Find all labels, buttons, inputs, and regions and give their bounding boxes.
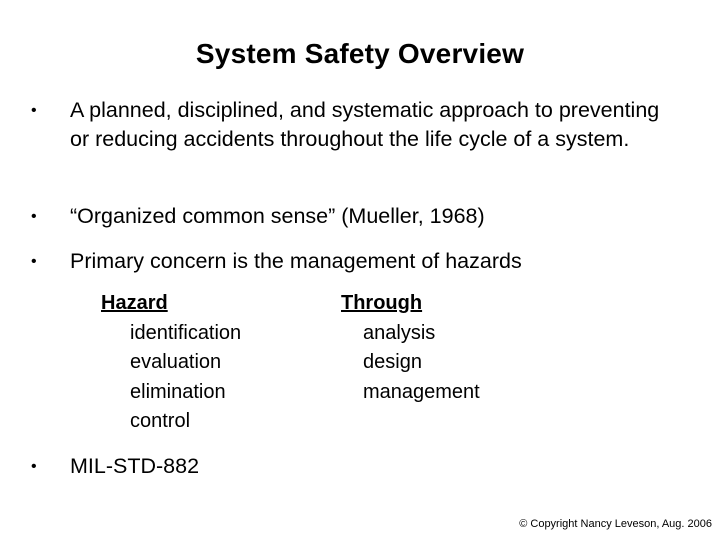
through-heading: Through bbox=[341, 292, 423, 314]
bullet-icon: • bbox=[31, 102, 37, 119]
bullet-item bbox=[31, 96, 680, 154]
hazard-item: elimination bbox=[130, 380, 226, 403]
bullet-icon: • bbox=[31, 253, 37, 270]
hazard-list bbox=[101, 319, 241, 437]
bullet-text: Primary concern is the management of hazards bbox=[70, 249, 522, 273]
through-column bbox=[341, 289, 480, 407]
hazard-column bbox=[101, 289, 241, 437]
bullet-item bbox=[31, 202, 680, 231]
hazard-item: evaluation bbox=[130, 351, 222, 373]
copyright-notice: © Copyright Nancy Leveson, Aug. 2006 bbox=[519, 518, 712, 530]
hazard-item: identification bbox=[130, 321, 242, 344]
bullet-item bbox=[31, 452, 680, 481]
bullet-icon: • bbox=[31, 458, 37, 475]
through-item: design bbox=[363, 351, 422, 373]
bullet-text: A planned, disciplined, and systematic approach to preventing or reducing accidents throughout the life cycle of a system. bbox=[70, 98, 660, 151]
through-item: analysis bbox=[363, 321, 436, 344]
bullet-text: MIL-STD-882 bbox=[70, 454, 200, 478]
through-item: management bbox=[363, 380, 480, 403]
bullet-text: “Organized common sense” (Mueller, 1968) bbox=[70, 204, 485, 228]
bullet-icon: • bbox=[31, 208, 37, 225]
hazard-item: control bbox=[130, 410, 191, 432]
bullet-item bbox=[31, 247, 680, 276]
slide-title: System Safety Overview bbox=[195, 38, 525, 69]
hazard-heading: Hazard bbox=[101, 292, 168, 314]
through-list bbox=[341, 319, 480, 408]
